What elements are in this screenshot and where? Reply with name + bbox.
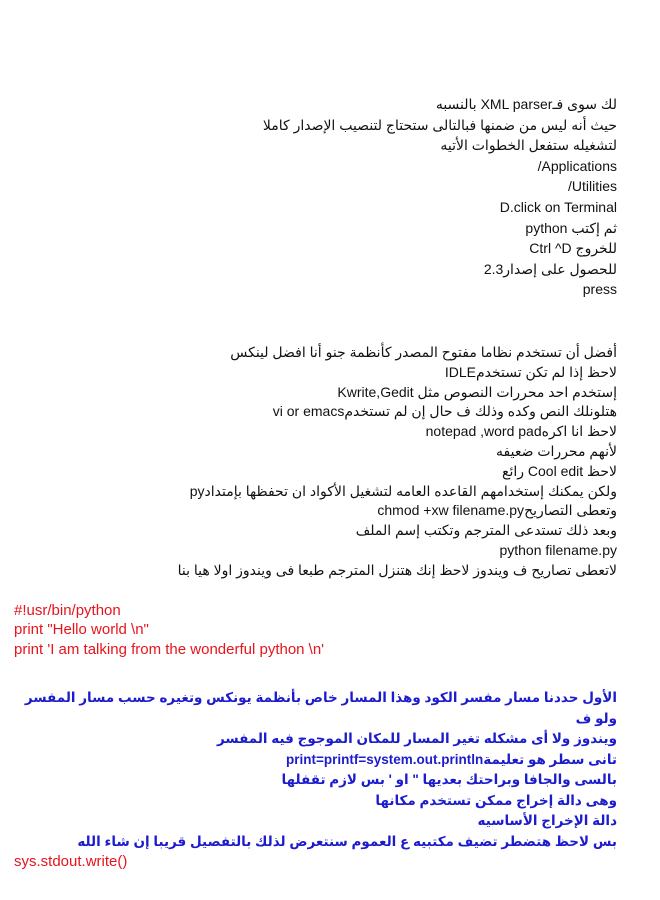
editor-tips-line: إستخدم احد محررات النصوص مثل Kwrite,Gedit xyxy=(337,383,617,400)
editor-tips-line: لاحظ Cool edit رائع xyxy=(502,462,617,479)
intro-line: لك سوى فـXML parser بالنسبه xyxy=(435,96,617,112)
code-line-stdout: sys.stdout.write() xyxy=(14,853,128,870)
editor-tips-line: هتلونلك النص وكده وذلك ف حال إن لم تستخدمvi or emacs xyxy=(272,403,617,420)
intro-line: D.click on Terminal xyxy=(499,198,617,215)
editor-tips-line: python filename.py xyxy=(499,541,617,558)
explanation-line: دالة الإخراج الأساسيه xyxy=(477,813,617,828)
intro-line: لتشغيله ستفعل الخطوات الأتيه xyxy=(440,137,617,154)
code-line: #!usr/bin/python xyxy=(14,601,121,619)
intro-section xyxy=(0,94,660,300)
editor-tips-line: لاتعطى تصاريح ف ويندوز لاحظ إنك هتنزل المترجم طبعا فى ويندوز اولا هيا بنا xyxy=(177,561,617,578)
intro-line: Applications/ xyxy=(537,157,617,174)
editor-tips-line: لاحظ إذا لم تكن تستخدمIDLE xyxy=(444,363,617,380)
editor-tips-line: وبعد ذلك تستدعى المترجم وتكتب إسم الملف xyxy=(355,522,617,539)
intro-line: ثم إكتب python xyxy=(525,219,617,236)
code-section xyxy=(0,601,660,660)
editor-tips-line: ولكن يمكنك إستخدامهم القاعده العامه لتشغيل الأكواد ان تحفظها بإمتدادpy xyxy=(189,482,617,499)
editor-tips-line: وتعطى التصاريحchmod +xw filename.py xyxy=(377,502,617,519)
intro-line: للحصول على إصدار2.3 xyxy=(483,260,617,277)
explanation-line: بالسى والجافا وبراحتك بعديها " او ' بس لازم تقفلها xyxy=(281,772,617,787)
explanation-line: الأول حددنا مسار مفسر الكود وهذا المسار خاص بأنظمة يونكس وتغيره حسب مسار المفسر ولو ف xyxy=(24,690,617,726)
intro-line: press xyxy=(582,281,617,298)
editor-tips-section xyxy=(0,343,660,581)
explanation-line: تانى سطر هو تعليمةprint=printf=system.out.println xyxy=(286,751,617,767)
editor-tips-line: أفضل أن تستخدم نظاما مفتوح المصدر كأنظمة جنو أنا افضل لينكس xyxy=(230,343,617,360)
intro-line: حيث أنه ليس من ضمنها فبالتالى ستحتاج لتنصيب الإصدار كاملا xyxy=(262,116,617,133)
explanation-line: بس لاحظ هتضطر تضيف مكتبيه ع العموم سنتعرض لذلك بالتفصيل قريبا إن شاء الله xyxy=(77,833,617,849)
document-page xyxy=(0,94,660,872)
editor-tips-line: لأنهم محررات ضعيفه xyxy=(496,442,617,459)
intro-line: للخروج Ctrl ^D xyxy=(529,240,617,257)
editor-tips-line: لاحظ انا اكرهnotepad ,word pad xyxy=(425,423,617,440)
code-line: print "Hello world \n" xyxy=(14,621,149,638)
explanation-line: وهى دالة إخراج ممكن تستخدم مكانها xyxy=(375,792,617,808)
explanation-line: ويندوز ولا أى مشكله تغير المسار للمكان الموجوج فيه المفسر xyxy=(216,731,617,746)
final-code-section xyxy=(0,852,660,872)
explanation-section xyxy=(0,688,660,852)
intro-line: Utilities/ xyxy=(567,178,617,195)
code-line: print 'I am talking from the wonderful python \n' xyxy=(14,640,325,658)
